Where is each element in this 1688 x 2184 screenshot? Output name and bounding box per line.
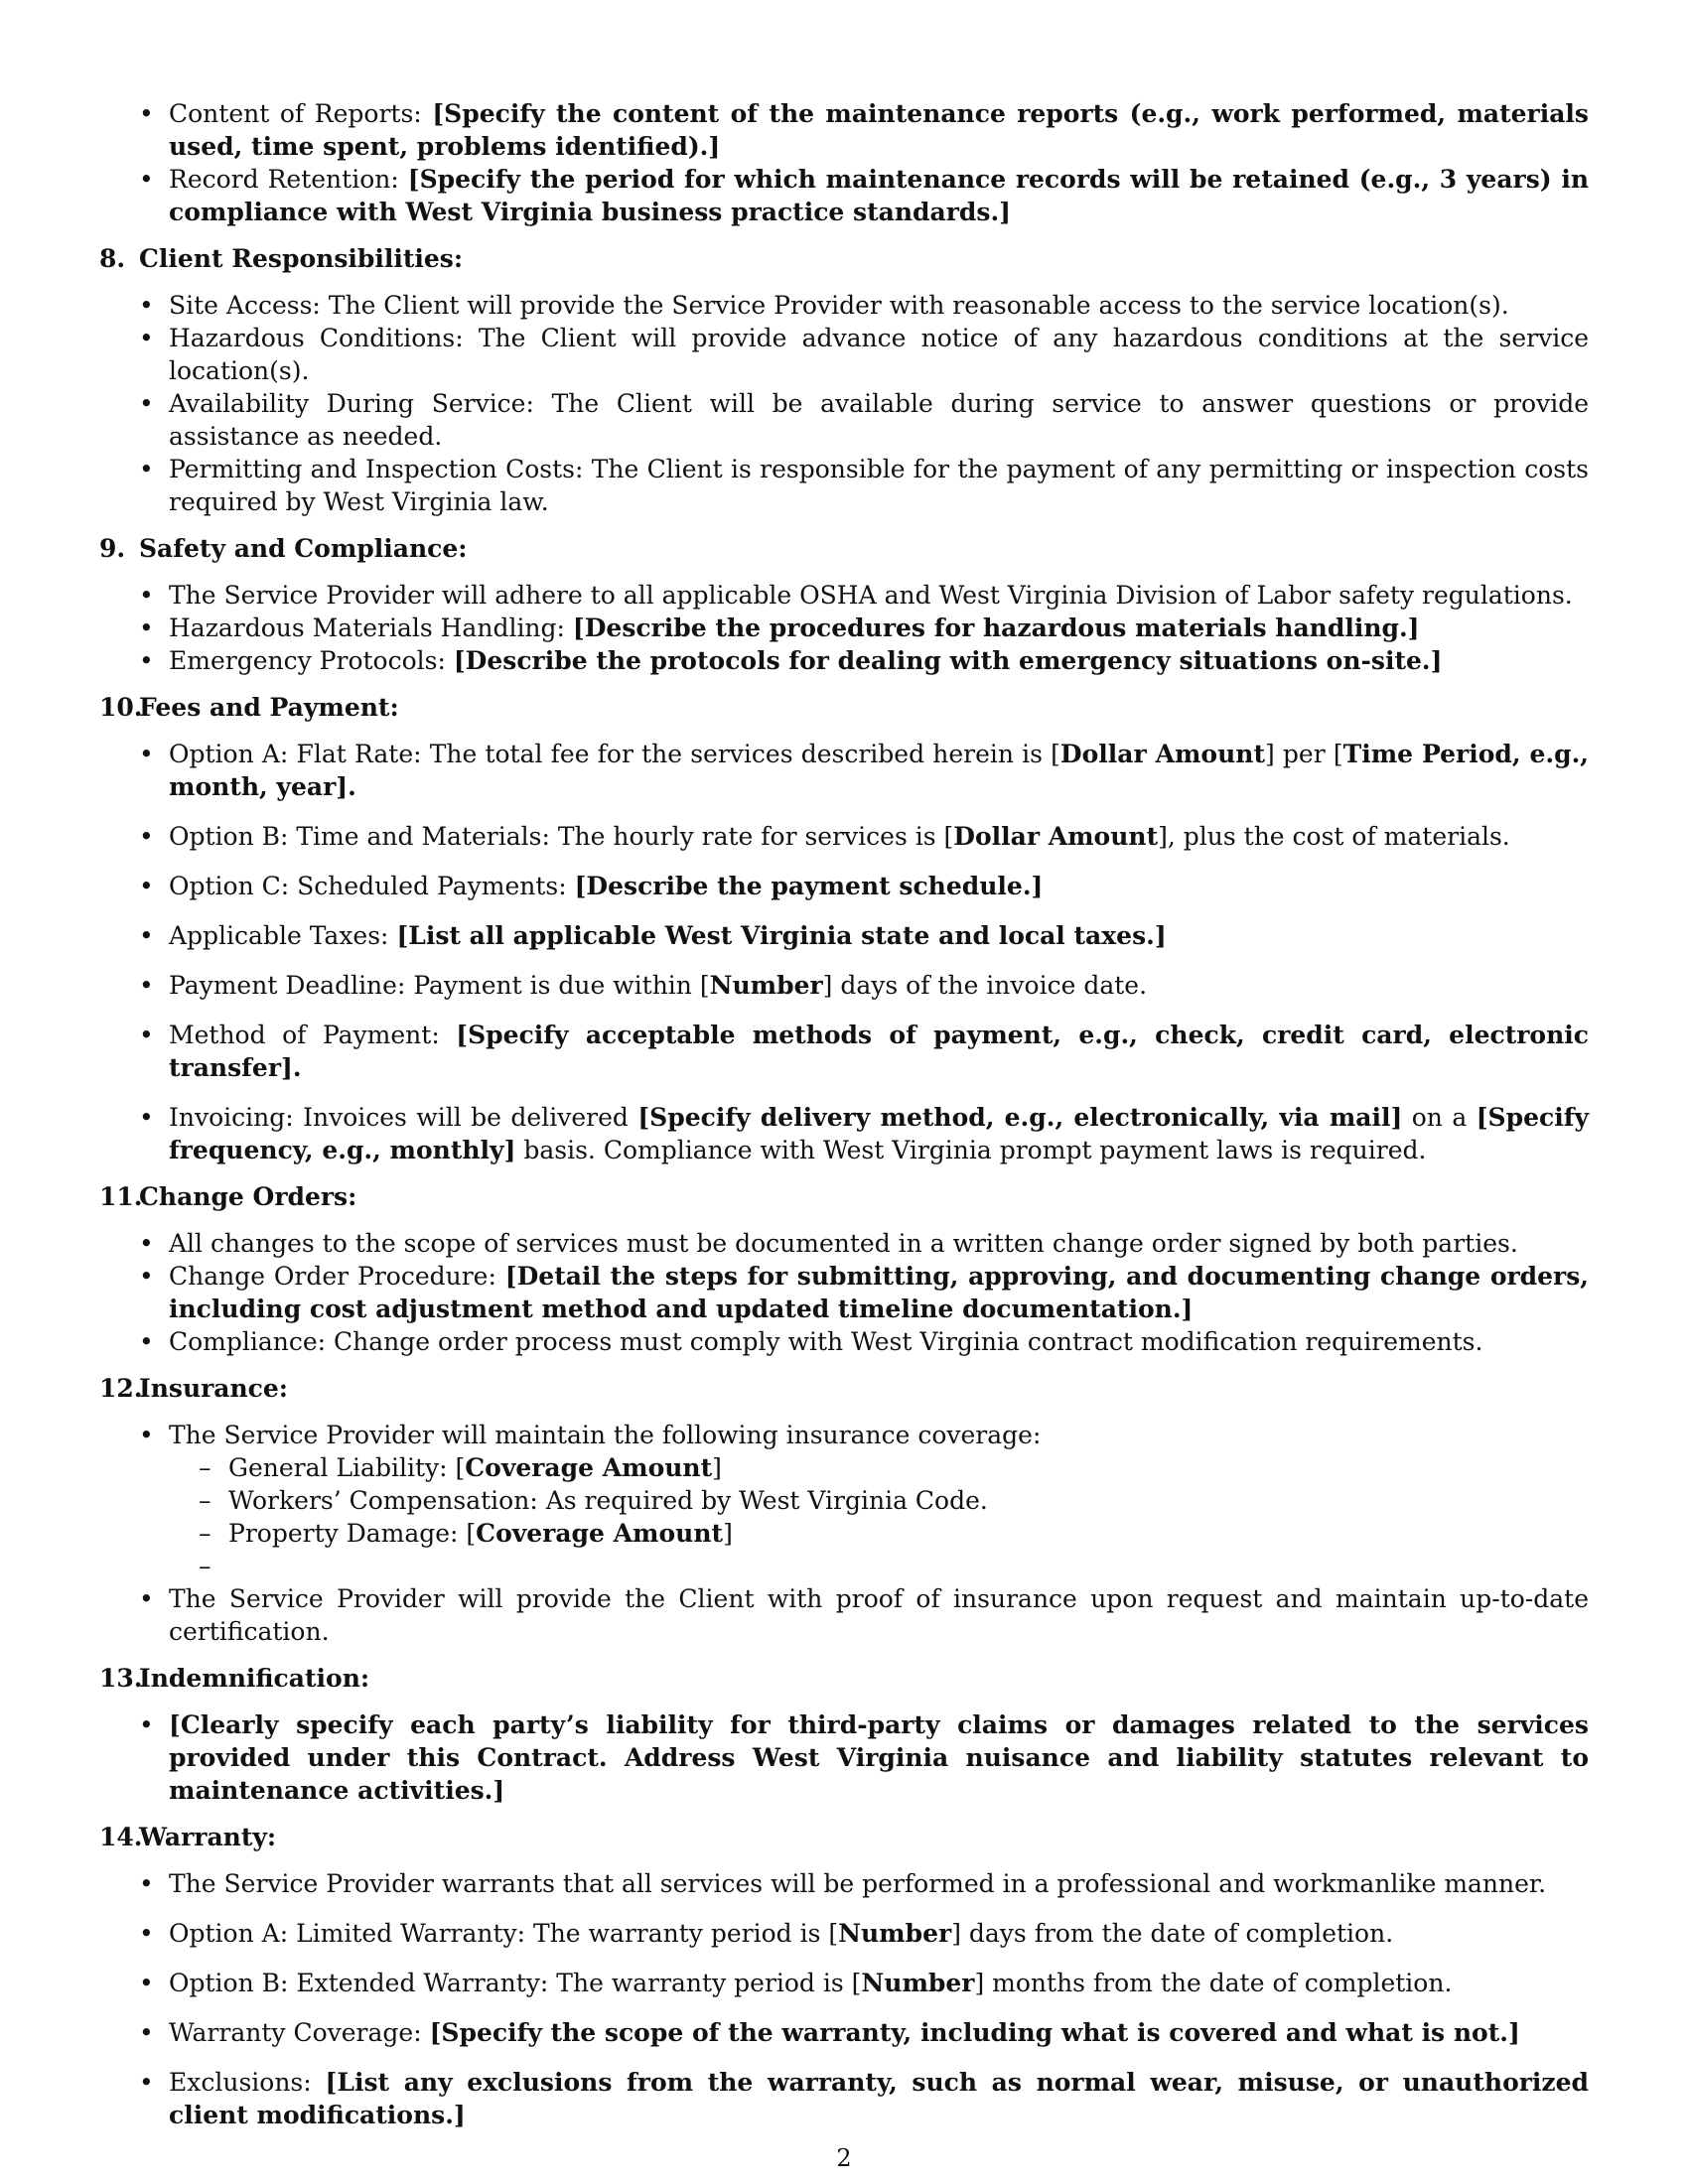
- list-item: • Change Order Procedure: [Detail the steps for submitting, approving, and documenting change orders, including cost adjustment method and updated timeline documentation.]: [139, 1262, 1590, 1323]
- section-heading: 13.Indemnification:: [99, 1664, 370, 1693]
- list-item: • Option A: Flat Rate: The total fee for the services described herein is [Dollar Amount] per [Time Period, e.g., month, year].: [139, 740, 1589, 801]
- section-list: [99, 1419, 1589, 1451]
- document-page: [99, 97, 1589, 2131]
- list-item: • [Clearly specify each party’s liability for third-party claims or damages related to the services provided under this Contract. Address West Virginia nuisance and liability statutes relevant to maintenance activities.]: [139, 1710, 1589, 1805]
- list-item: • Content of Reports: [Specify the content of the maintenance reports (e.g., work performed, materials used, time spent, problems identified).]: [139, 99, 1589, 161]
- list-item: • All changes to the scope of services must be documented in a written change order signed by both parties.: [139, 1229, 1518, 1258]
- section-heading: 11.Change Orders:: [99, 1182, 357, 1211]
- section-list: [99, 579, 1589, 677]
- section-list: [99, 289, 1589, 518]
- list-item: • Hazardous Materials Handling: [Describe the procedures for hazardous materials handling.]: [139, 614, 1420, 642]
- list-item: • Record Retention: [Specify the period for which maintenance records will be retained (e.g., 3 years) in compliance with West Virginia business practice standards.]: [139, 165, 1589, 226]
- list-item: • Payment Deadline: Payment is due within [Number] days of the invoice date.: [139, 971, 1148, 1000]
- list-item: • Option A: Limited Warranty: The warranty period is [Number] days from the date of completion.: [139, 1919, 1394, 1948]
- list-item: • Option C: Scheduled Payments: [Describe the payment schedule.]: [139, 872, 1044, 900]
- insurance-sublist: [99, 1451, 1589, 1582]
- list-item: • Invoicing: Invoices will be delivered [Specify delivery method, e.g., electronically, via mail] on a [Specify frequency, e.g., monthly] basis. Compliance with West Virginia prompt payment laws is required.: [139, 1103, 1589, 1164]
- list-item: • Option B: Extended Warranty: The warranty period is [Number] months from the date of completion.: [139, 1969, 1453, 1997]
- sub-list-item: – Workers’ Compensation: As required by West Virginia Code.: [199, 1486, 988, 1515]
- list-item: • Availability During Service: The Client will be available during service to answer questions or provide assistance as needed.: [139, 389, 1589, 451]
- section-heading: 14.Warranty:: [99, 1823, 277, 1851]
- list-item: • Exclusions: [List any exclusions from the warranty, such as normal wear, misuse, or unauthorized client modifications.]: [139, 2068, 1590, 2129]
- section-heading: 12.Insurance:: [99, 1374, 289, 1403]
- section-heading: 8. Client Responsibilities:: [99, 244, 464, 273]
- list-item: • Emergency Protocols: [Describe the protocols for dealing with emergency situations on-site.]: [139, 646, 1443, 675]
- section-list: [99, 738, 1589, 1166]
- list-item: • Compliance: Change order process must comply with West Virginia contract modification requirements.: [139, 1327, 1483, 1356]
- list-item: • Site Access: The Client will provide the Service Provider with reasonable access to the service location(s).: [139, 291, 1509, 320]
- page-number: 2: [836, 2144, 852, 2172]
- list-item: • Applicable Taxes: [List all applicable West Virginia state and local taxes.]: [139, 921, 1167, 950]
- list-item: • Warranty Coverage: [Specify the scope of the warranty, including what is covered and what is not.]: [139, 2018, 1520, 2047]
- sub-list-item: – General Liability: [Coverage Amount]: [199, 1453, 722, 1482]
- list-item: • Option B: Time and Materials: The hourly rate for services is [Dollar Amount], plus the cost of materials.: [139, 822, 1510, 851]
- sub-list-item: –: [199, 1552, 211, 1580]
- list-item: • Hazardous Conditions: The Client will provide advance notice of any hazardous conditions at the service location(s).: [139, 324, 1589, 385]
- list-item: • The Service Provider will maintain the following insurance coverage:: [139, 1421, 1042, 1449]
- section-list: [99, 1582, 1589, 1648]
- list-item: • Permitting and Inspection Costs: The Client is responsible for the payment of any permitting or inspection costs required by West Virginia law.: [139, 455, 1589, 516]
- list-item: • The Service Provider warrants that all services will be performed in a professional and workmanlike manner.: [139, 1869, 1547, 1898]
- list-item: • The Service Provider will adhere to all applicable OSHA and West Virginia Division of Labor safety regulations.: [139, 581, 1573, 610]
- continued-list: [99, 97, 1589, 228]
- section-list: [99, 1227, 1589, 1358]
- section-list: [99, 1708, 1589, 1807]
- list-item: • Method of Payment: [Specify acceptable methods of payment, e.g., check, credit card, electronic transfer].: [139, 1021, 1589, 1082]
- list-item: • The Service Provider will provide the Client with proof of insurance upon request and maintain up-to-date certification.: [139, 1584, 1589, 1646]
- sub-list-item: – Property Damage: [Coverage Amount]: [199, 1519, 733, 1548]
- section-list: [99, 1867, 1589, 2131]
- section-heading: 10.Fees and Payment:: [99, 693, 399, 722]
- section-heading: 9. Safety and Compliance:: [99, 534, 468, 563]
